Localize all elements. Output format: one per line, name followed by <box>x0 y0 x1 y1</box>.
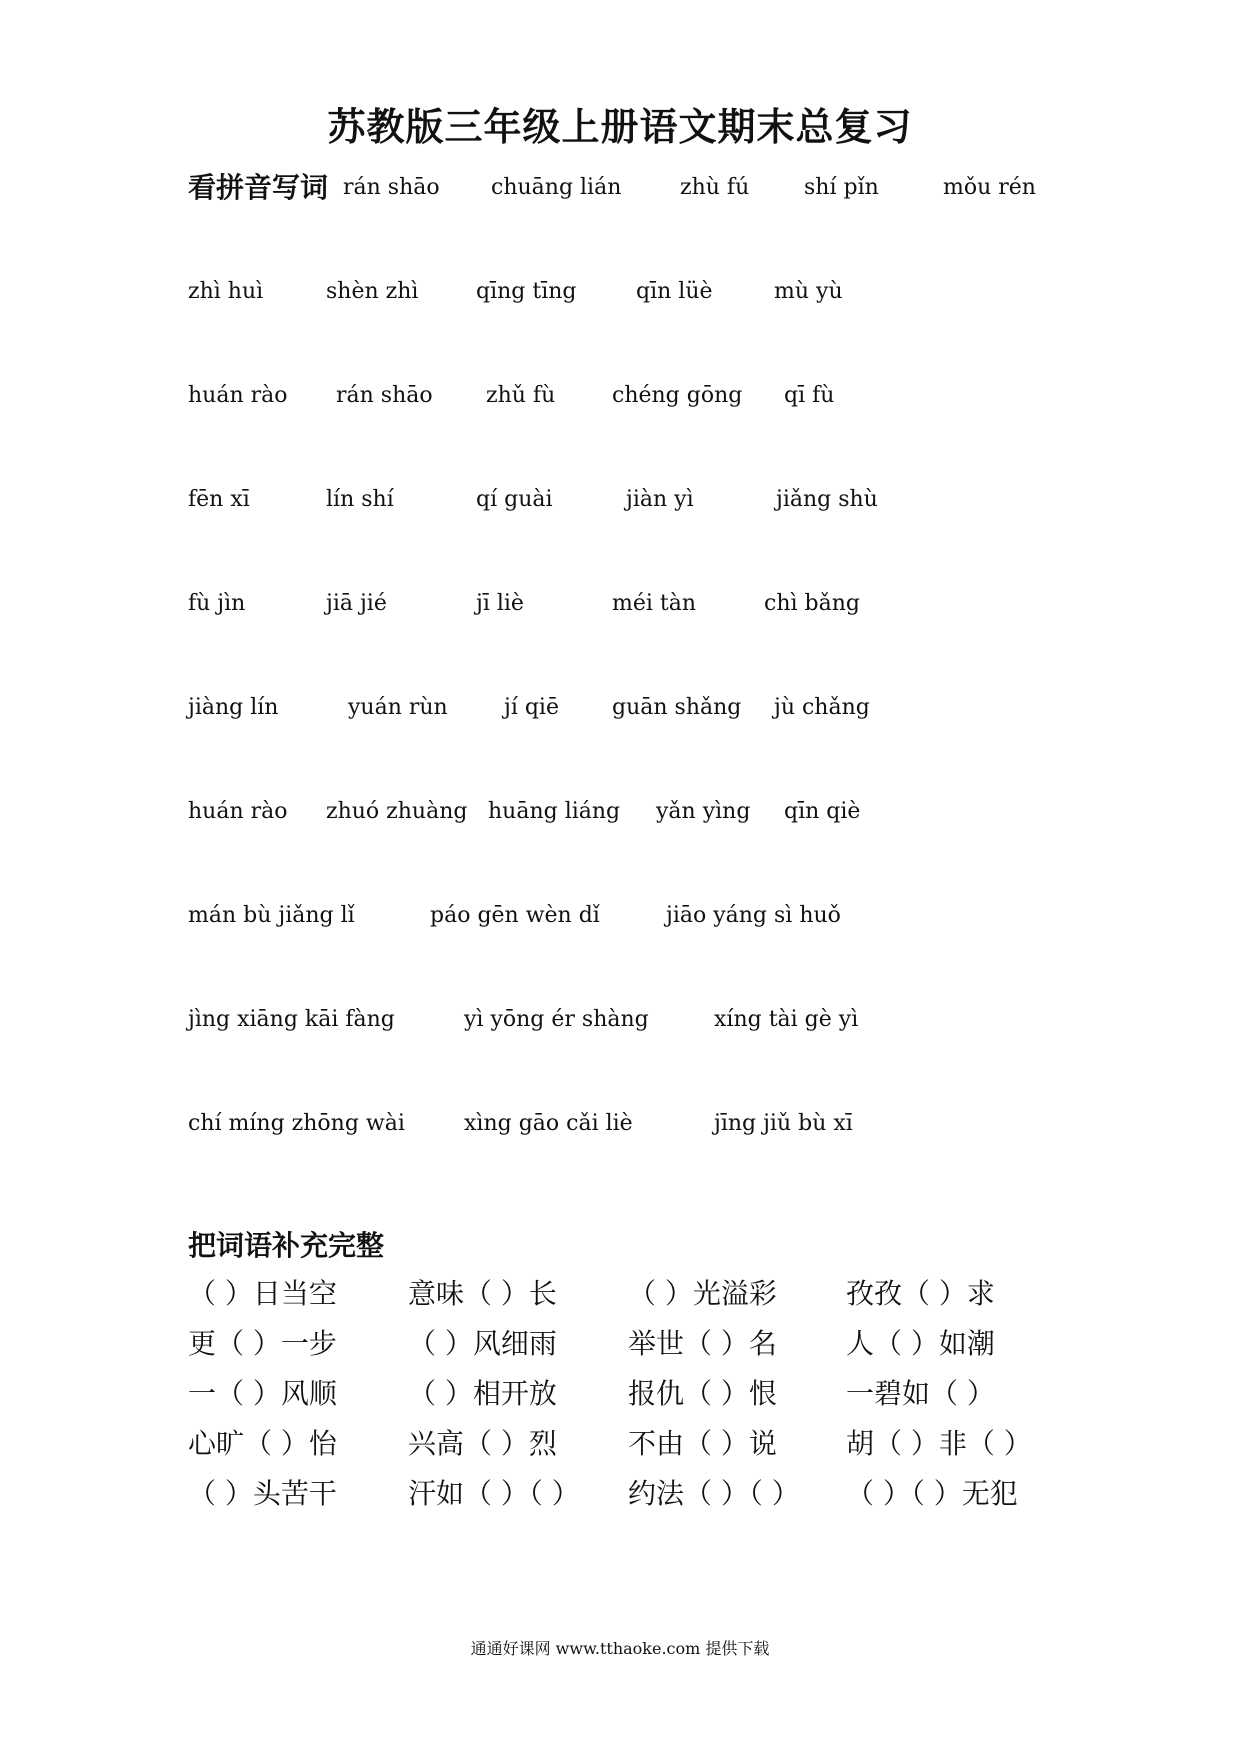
pinyin-row <box>188 480 1088 520</box>
pinyin-word: zhì huì <box>188 279 264 304</box>
fill-words-item: （ ）（ ）无犯 <box>846 1477 1018 1510</box>
fill-words-item: 意味（ ）长 <box>408 1277 557 1310</box>
pinyin-word: huán rào <box>188 383 288 408</box>
pinyin-word: chì bǎng <box>764 591 860 616</box>
pinyin-word: chí míng zhōng wài <box>188 1111 405 1136</box>
pinyin-word: guān shǎng <box>612 695 742 720</box>
pinyin-word: zhǔ fù <box>486 383 556 408</box>
fill-words-item: （ ）日当空 <box>188 1277 337 1310</box>
pinyin-word: mù yù <box>774 279 843 304</box>
fill-words-item: 汗如（ ）（ ） <box>408 1477 580 1510</box>
pinyin-word: mǒu rén <box>943 175 1036 200</box>
pinyin-row <box>188 1000 1088 1040</box>
pinyin-word: jiāo yáng sì huǒ <box>666 903 841 928</box>
fill-words-row <box>188 1322 1088 1366</box>
pinyin-row <box>188 168 1088 208</box>
pinyin-word: jiàng lín <box>188 695 279 720</box>
pinyin-word: xíng tài gè yì <box>714 1007 859 1032</box>
fill-words-item: （ ）光溢彩 <box>628 1277 777 1310</box>
pinyin-section-heading: 看拼音写词 <box>188 171 329 204</box>
pinyin-word: jiā jié <box>326 591 387 616</box>
pinyin-word: chéng gōng <box>612 383 743 408</box>
fill-words-row <box>188 1422 1088 1466</box>
pinyin-word: mán bù jiǎng lǐ <box>188 903 355 928</box>
pinyin-row <box>188 376 1088 416</box>
pinyin-row <box>188 272 1088 312</box>
pinyin-row <box>188 896 1088 936</box>
pinyin-word: rán shāo <box>336 383 433 408</box>
fill-words-item: 胡（ ）非（ ） <box>846 1427 1032 1460</box>
pinyin-word: huāng liáng <box>488 799 621 824</box>
fill-words-item: 一碧如（ ） <box>846 1377 995 1410</box>
fill-words-item: （ ）相开放 <box>408 1377 557 1410</box>
pinyin-row <box>188 584 1088 624</box>
pinyin-word: zhuó zhuàng <box>326 799 468 824</box>
pinyin-word: fēn xī <box>188 487 250 512</box>
pinyin-word: qīng tīng <box>476 279 577 304</box>
pinyin-word: fù jìn <box>188 591 246 616</box>
fill-words-item: 举世（ ）名 <box>628 1327 777 1360</box>
pinyin-word: yuán rùn <box>348 695 448 720</box>
fill-words-item: （ ）风细雨 <box>408 1327 557 1360</box>
fill-words-item: 一（ ）风顺 <box>188 1377 337 1410</box>
pinyin-word: lín shí <box>326 487 394 512</box>
pinyin-word: méi tàn <box>612 591 697 616</box>
pinyin-word: qīn qiè <box>784 799 861 824</box>
pinyin-word: shèn zhì <box>326 279 419 304</box>
fill-words-item: 兴高（ ）烈 <box>408 1427 557 1460</box>
pinyin-word: qí guài <box>476 487 553 512</box>
pinyin-word: qī fù <box>784 383 835 408</box>
fill-words-row <box>188 1272 1088 1316</box>
fill-words-item: 人（ ）如潮 <box>846 1327 995 1360</box>
fill-words-item: 孜孜（ ）求 <box>846 1277 995 1310</box>
pinyin-word: jù chǎng <box>774 695 870 720</box>
pinyin-word: páo gēn wèn dǐ <box>430 903 600 928</box>
pinyin-word: rán shāo <box>343 175 440 200</box>
fill-words-item: 报仇（ ）恨 <box>628 1377 777 1410</box>
pinyin-row <box>188 792 1088 832</box>
pinyin-row <box>188 1104 1088 1144</box>
pinyin-word: jìng xiāng kāi fàng <box>188 1007 395 1032</box>
pinyin-word: huán rào <box>188 799 288 824</box>
pinyin-word: yǎn yìng <box>656 799 751 824</box>
fill-words-item: 心旷（ ）怡 <box>188 1427 337 1460</box>
footer-credit: 通通好课网 www.tthaoke.com 提供下载 <box>470 1639 770 1658</box>
pinyin-word: yì yōng ér shàng <box>464 1007 649 1032</box>
pinyin-word: jīng jiǔ bù xī <box>714 1111 853 1136</box>
pinyin-word: chuāng lián <box>491 175 622 200</box>
fill-words-row <box>188 1372 1088 1416</box>
pinyin-word: jí qiē <box>504 695 559 720</box>
fill-words-item: （ ）头苦干 <box>188 1477 337 1510</box>
pinyin-row <box>188 688 1088 728</box>
pinyin-word: zhù fú <box>680 175 750 200</box>
pinyin-word: jī liè <box>476 591 524 616</box>
page-title: 苏教版三年级上册语文期末总复习 <box>327 105 913 149</box>
pinyin-word: qīn lüè <box>636 279 713 304</box>
fill-words-section-heading: 把词语补充完整 <box>188 1229 385 1262</box>
pinyin-word: jiǎng shù <box>776 487 878 512</box>
fill-words-row <box>188 1472 1088 1516</box>
pinyin-word: xìng gāo cǎi liè <box>464 1111 633 1136</box>
pinyin-word: shí pǐn <box>804 175 879 200</box>
fill-words-item: 更（ ）一步 <box>188 1327 337 1360</box>
pinyin-word: jiàn yì <box>626 487 694 512</box>
fill-words-item: 不由（ ）说 <box>628 1427 777 1460</box>
fill-words-item: 约法（ ）（ ） <box>628 1477 800 1510</box>
